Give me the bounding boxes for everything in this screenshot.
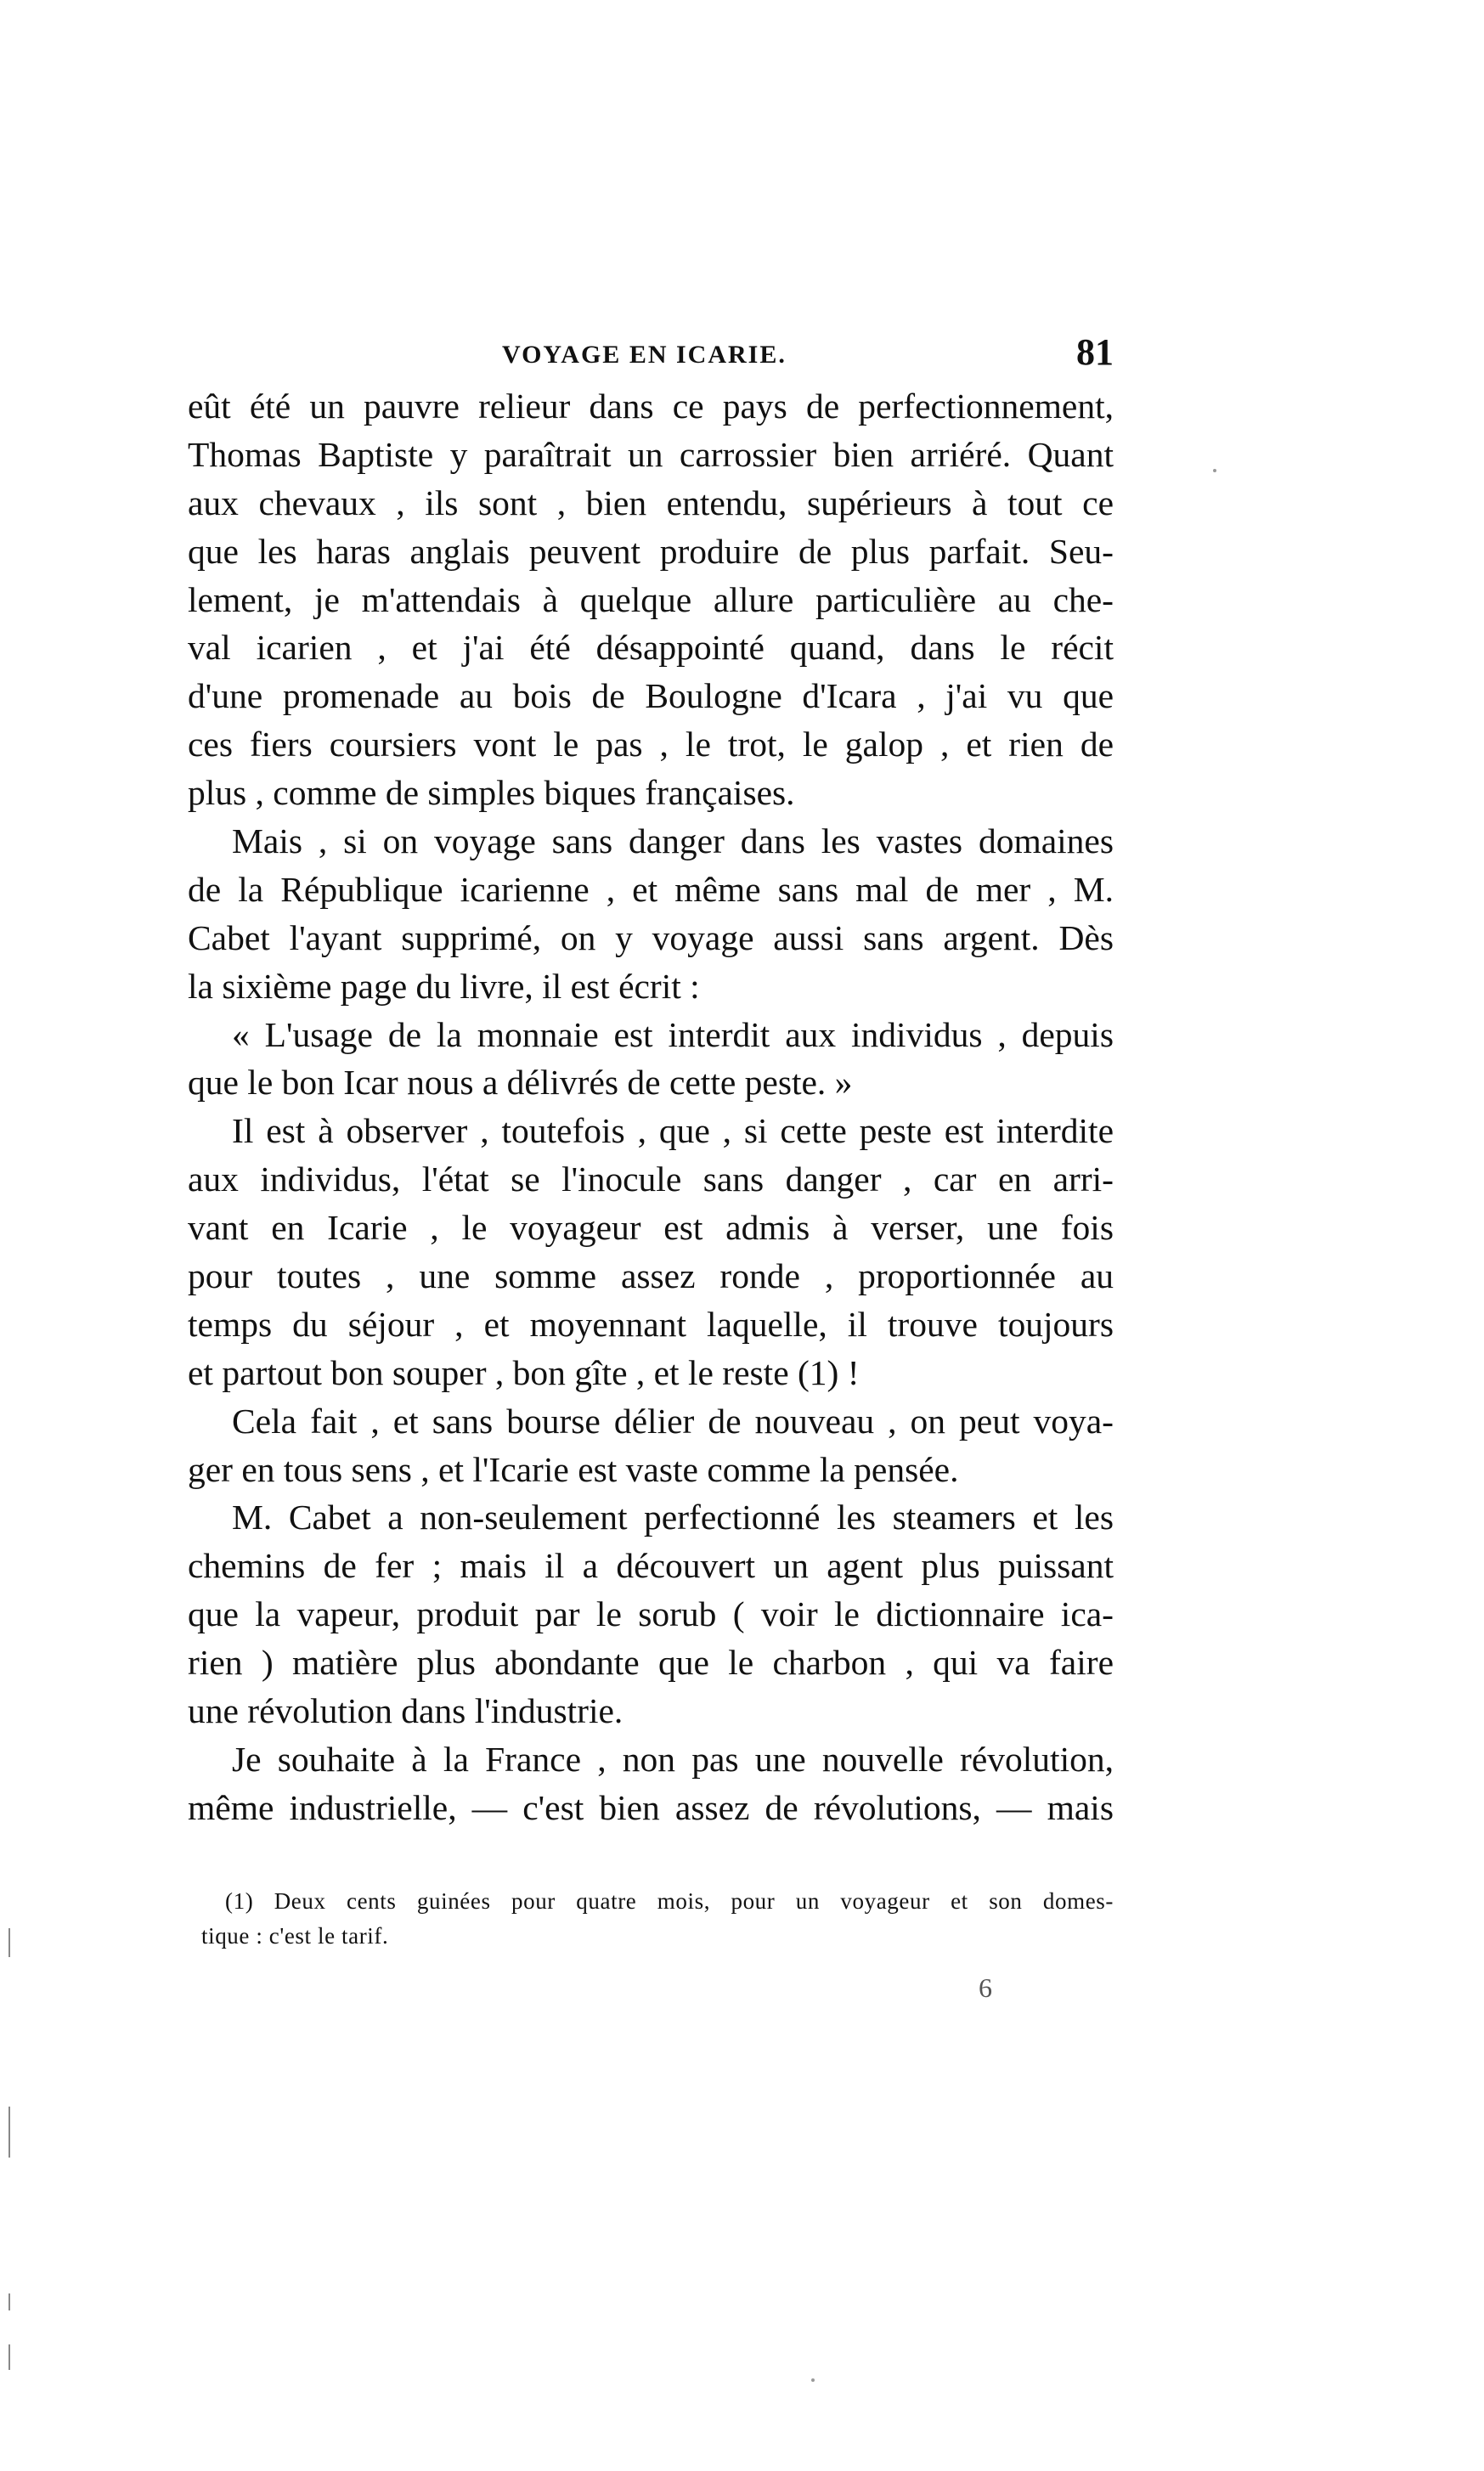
text-line: Mais , si on voyage sans danger dans les vastes domaines — [232, 821, 1114, 861]
text-line: Il est à observer , toutefois , que , si cette peste est interdite — [232, 1111, 1114, 1151]
paragraph-1 — [188, 382, 1114, 817]
text-line: Thomas Baptiste y paraîtrait un carrossier bien arriéré. Quant — [188, 434, 1114, 474]
text-line: aux individus, l'état se l'inocule sans danger , car en arri- — [188, 1159, 1114, 1199]
text-line: « L'usage de la monnaie est interdit aux individus , depuis — [232, 1014, 1114, 1054]
text-line: rien ) matière plus abondante que le charbon , qui va faire — [188, 1643, 1114, 1683]
text-line: lement, je m'attendais à quelque allure particulière au che- — [188, 579, 1114, 619]
text-line: d'une promenade au bois de Boulogne d'Icara , j'ai vu que — [188, 676, 1114, 716]
paragraph-6 — [188, 1493, 1114, 1735]
text-line: ger en tous sens , et l'Icarie est vaste comme la pensée. — [188, 1449, 959, 1489]
page-number: 81 — [1076, 331, 1114, 373]
text-line: Cela fait , et sans bourse délier de nouveau , on peut voya- — [232, 1401, 1114, 1441]
margin-scan-mark — [8, 1928, 10, 1957]
body-text — [188, 382, 1114, 1832]
text-line: que les haras anglais peuvent produire de plus parfait. Seu- — [188, 531, 1114, 571]
paragraph-4 — [188, 1107, 1114, 1396]
scan-speck — [811, 2378, 815, 2382]
text-line: chemins de fer ; mais il a découvert un agent plus puissant — [188, 1546, 1114, 1586]
running-title: VOYAGE EN ICARIE. — [502, 341, 787, 369]
footnote-line: tique : c'est le tarif. — [201, 1923, 389, 1949]
margin-scan-mark — [8, 2107, 10, 2158]
text-line: Je souhaite à la France , non pas une nouvelle révolution, — [232, 1739, 1114, 1779]
text-line: de la République icarienne , et même sans mal de mer , M. — [188, 869, 1114, 909]
paragraph-5 — [188, 1397, 1114, 1494]
paragraph-3-quote — [188, 1011, 1114, 1108]
text-line: eût été un pauvre relieur dans ce pays de perfectionnement, — [188, 386, 1114, 426]
signature-mark: 6 — [979, 1972, 992, 2003]
text-line: même industrielle, — c'est bien assez de révolutions, — mais — [188, 1787, 1114, 1827]
text-line: que le bon Icar nous a délivrés de cette peste. » — [188, 1063, 853, 1103]
text-line: pour toutes , une somme assez ronde , proportionnée au — [188, 1256, 1114, 1296]
text-line: M. Cabet a non-seulement perfectionné les steamers et les — [232, 1498, 1114, 1537]
footnote-line: (1) Deux cents guinées pour quatre mois, pour un voyageur et son domes- — [225, 1888, 1114, 1914]
paragraph-2 — [188, 817, 1114, 1011]
footnote — [201, 1884, 1114, 1954]
margin-scan-mark — [8, 2293, 10, 2310]
text-line: Cabet l'ayant supprimé, on y voyage aussi sans argent. Dès — [188, 917, 1114, 957]
paragraph-7 — [188, 1735, 1114, 1832]
text-line: temps du séjour , et moyennant laquelle, il trouve toujours — [188, 1304, 1114, 1344]
text-line: la sixième page du livre, il est écrit : — [188, 966, 700, 1006]
margin-scan-mark — [8, 2344, 10, 2370]
text-line: val icarien , et j'ai été désappointé quand, dans le récit — [188, 628, 1114, 668]
text-line: vant en Icarie , le voyageur est admis à verser, une fois — [188, 1208, 1114, 1248]
text-line: aux chevaux , ils sont , bien entendu, supérieurs à tout ce — [188, 482, 1114, 522]
text-line: et partout bon souper , bon gîte , et le reste (1) ! — [188, 1352, 860, 1392]
running-head — [188, 327, 1114, 378]
text-line: plus , comme de simples biques françaises. — [188, 773, 795, 813]
scan-speck — [1213, 469, 1216, 472]
text-line: ces fiers coursiers vont le pas , le trot, le galop , et rien de — [188, 725, 1114, 764]
text-line: une révolution dans l'industrie. — [188, 1691, 624, 1731]
text-line: que la vapeur, produit par le sorub ( voir le dictionnaire ica- — [188, 1594, 1114, 1634]
